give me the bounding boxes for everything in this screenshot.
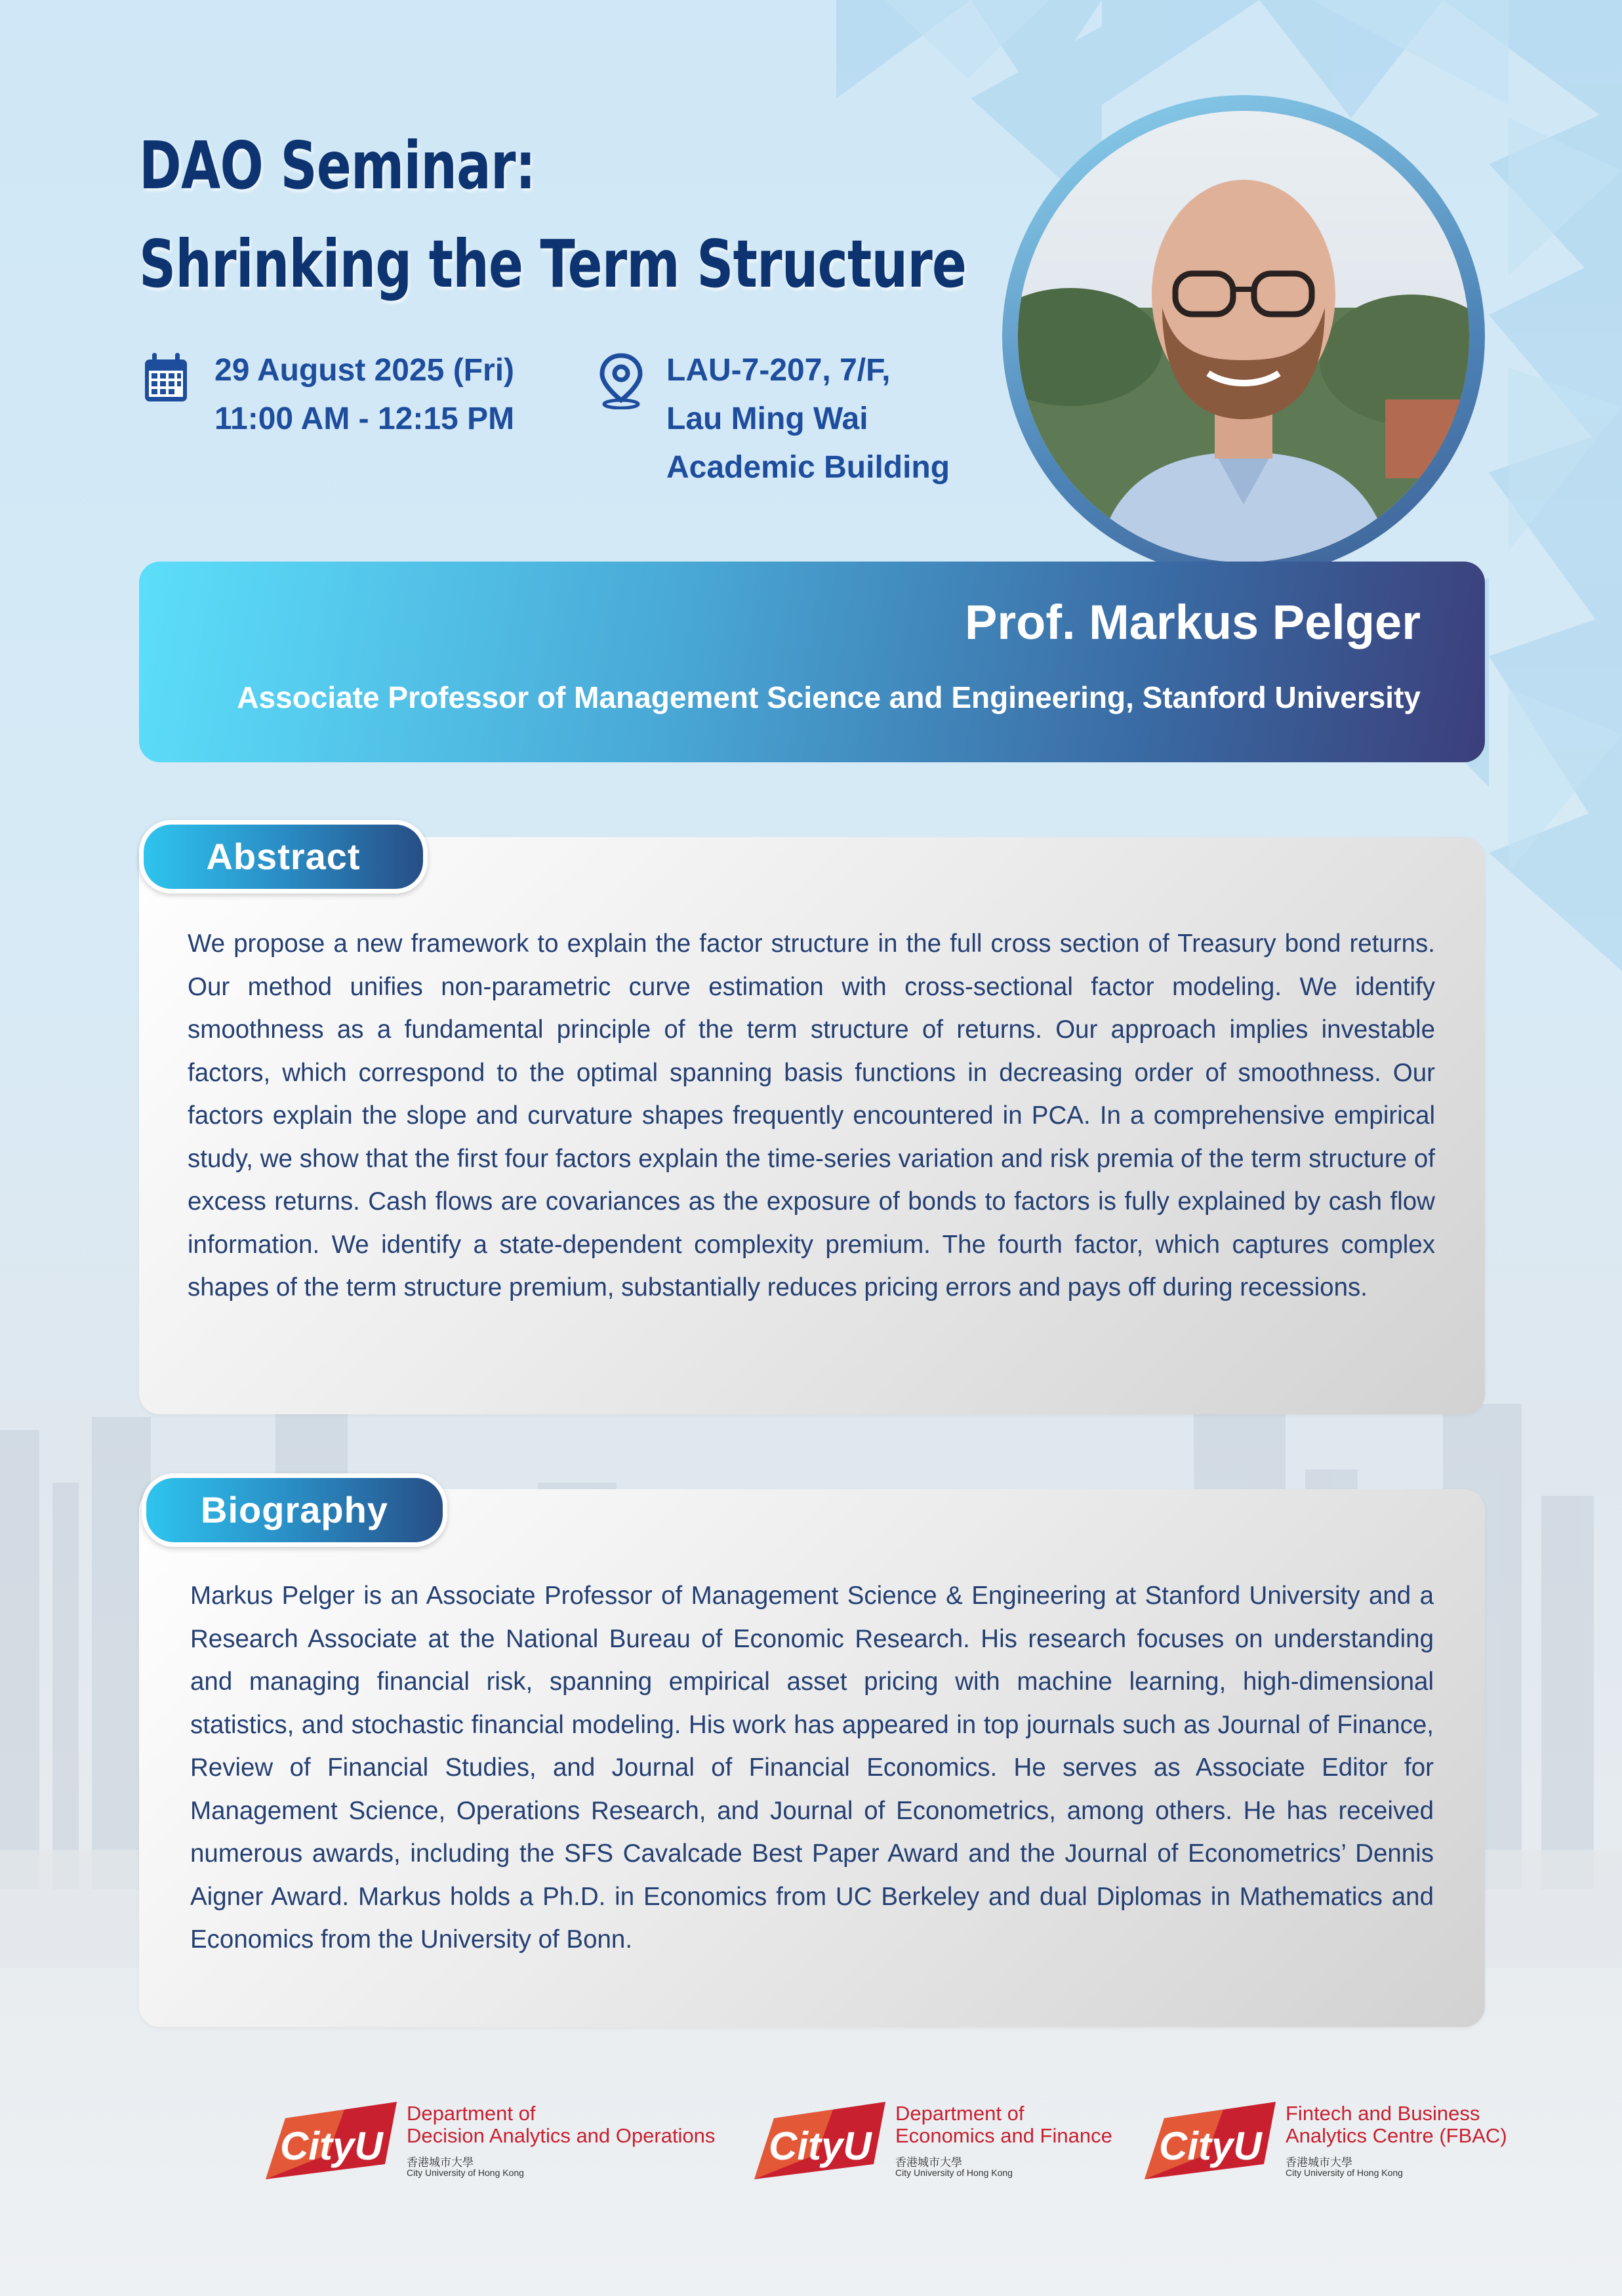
logo-chinese-name: 香港城市大學 (1286, 2156, 1352, 2169)
event-time: 11:00 AM - 12:15 PM (214, 401, 515, 436)
event-datetime (214, 346, 514, 443)
cityu-logo-mark (1145, 2102, 1279, 2181)
venue-line-1: LAU-7-207, 7/F, (666, 353, 891, 388)
cityu-logo-text: CityU (769, 2124, 872, 2168)
logo-english-name: City University of Hong Kong (407, 2167, 524, 2178)
logo-line-1: Department of (407, 2102, 536, 2125)
logo-line-2: Economics and Finance (895, 2124, 1112, 2147)
speaker-role: Associate Professor of Management Science and Engineering, Stanford University (237, 680, 1421, 714)
cityu-logo-text: CityU (280, 2124, 383, 2168)
biography-heading-pill (142, 1473, 447, 1547)
logo-economics-finance (754, 2098, 1122, 2190)
abstract-heading: Abstract (206, 836, 361, 877)
venue-line-3: Academic Building (666, 450, 950, 485)
title-line-1: DAO Seminar: (139, 127, 536, 204)
abstract-text: We propose a new framework to explain the factor structure in the full cross section of Treasury bond returns. Our method unifies non-parametric curve estimation with cross-sectional factor modeling. We identify smoothness as a fundamental principle of the term structure of returns. Our approach implies investable factors, which correspond to the optimal spanning basis functions in decreasing order of smoothness. Our factors explain the slope and curvature shapes frequently encountered in PCA. In a comprehensive empirical study, we show that the first four factors explain the time-series variation and risk premia of the term structure of excess returns. Cash flows are covariances as the exposure of bonds to factors is fully explained by cash flow information. We identify a state-dependent complexity premium. The fourth factor, which captures complex shapes of the term structure premium, substantially reduces pricing errors and pays off during recessions. (188, 930, 1435, 1302)
event-title (139, 117, 966, 314)
location-pin-icon (596, 353, 647, 409)
biography-panel (139, 1489, 1485, 2027)
title-line-2: Shrinking the Term Structure (139, 226, 967, 302)
logo-line-1: Department of (895, 2102, 1024, 2125)
venue-line-2: Lau Ming Wai (666, 401, 868, 436)
cityu-logo-mark (266, 2102, 400, 2181)
logo-line-1: Fintech and Business (1286, 2102, 1480, 2125)
logo-decision-analytics (266, 2098, 738, 2190)
abstract-panel (139, 837, 1485, 1414)
logo-english-name: City University of Hong Kong (1286, 2167, 1403, 2178)
abstract-heading-pill (139, 820, 428, 893)
cityu-logo-text: CityU (1159, 2124, 1262, 2168)
biography-text: Markus Pelger is an Associate Professor of Management Science & Engineering at Stanford University and a Research Associate at the National Bureau of Economic Research. His research focuses on understanding and managing financial risk, spanning empirical asset pricing with machine learning, high-dimensional statistics, and stochastic financial modeling. His work has appeared in top journals such as Journal of Finance, Review of Financial Studies, and Journal of Financial Economics. He serves as Associate Editor for Management Science, Operations Research, and Journal of Econometrics, among others. He has received numerous awards, including the SFS Cavalcade Best Paper Award and the Journal of Econometrics’ Dennis Aigner Award. Markus holds a Ph.D. in Economics from UC Berkeley and dual Diplomas in Mathematics and Economics from the University of Bonn. (190, 1582, 1434, 1954)
biography-heading: Biography (201, 1489, 388, 1530)
logo-fbac (1145, 2098, 1512, 2190)
logo-english-name: City University of Hong Kong (895, 2167, 1013, 2178)
speaker-name: Prof. Markus Pelger (964, 595, 1421, 649)
logo-line-2: Decision Analytics and Operations (407, 2124, 716, 2147)
event-venue (666, 346, 950, 492)
calendar-icon (143, 353, 189, 404)
speaker-banner (139, 562, 1485, 762)
event-date: 29 August 2025 (Fri) (214, 353, 515, 388)
cityu-logo-mark (754, 2102, 889, 2181)
logo-chinese-name: 香港城市大學 (895, 2156, 962, 2169)
logo-line-2: Analytics Centre (FBAC) (1286, 2124, 1507, 2147)
logo-chinese-name: 香港城市大學 (407, 2156, 474, 2169)
speaker-photo (1018, 111, 1469, 562)
